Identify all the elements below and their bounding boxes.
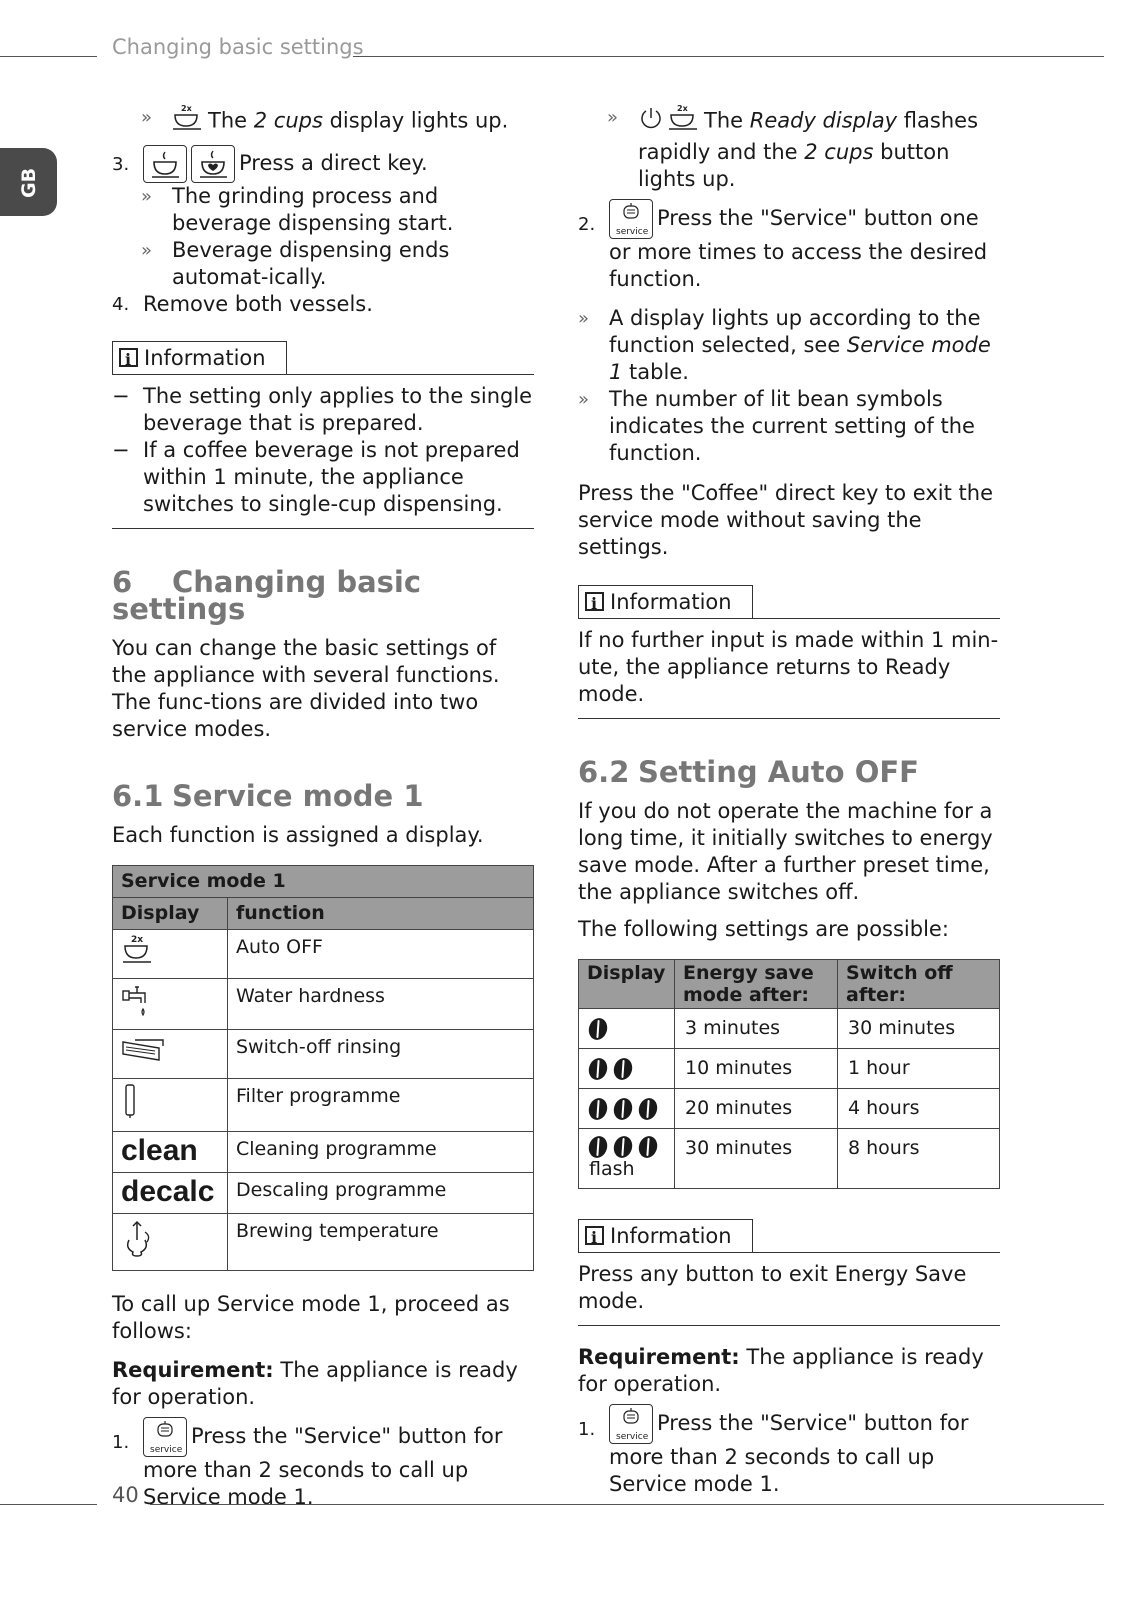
- bean-icon: [611, 1133, 635, 1159]
- step-3-result-2: [112, 237, 534, 291]
- energy-save-value: 20 minutes: [675, 1089, 838, 1129]
- arrow-marker: »: [141, 186, 153, 207]
- 2-cups-icon: [121, 935, 155, 971]
- table-row: [579, 1009, 1000, 1049]
- flash-label: flash: [589, 1157, 635, 1180]
- step-1-text: Press the "Service" button for more than 2 seconds to call up Service mode 1.: [609, 1411, 969, 1496]
- step-2-result-2-text: The number of lit bean symbols indicates the current setting of the function.: [609, 387, 975, 465]
- step-2-result-1-c: table.: [622, 360, 689, 384]
- service-function: Cleaning programme: [228, 1132, 534, 1173]
- header-rule-right: [353, 56, 1104, 57]
- auto-off-col-display: Display: [579, 960, 675, 1009]
- step-2-result-1-a: A display lights up according to the function selected, see: [609, 306, 981, 357]
- service-function: Switch-off rinsing: [228, 1030, 534, 1079]
- service-function: Descaling programme: [228, 1173, 534, 1214]
- bean-icon: [586, 1015, 610, 1041]
- step-3-number: 3.: [112, 154, 130, 175]
- information-box-2: [578, 585, 1000, 719]
- arrow-marker: »: [607, 107, 619, 128]
- auto-off-table: [578, 959, 1000, 1189]
- step-2-result-2: [578, 386, 1000, 467]
- dash-marker: −: [112, 438, 130, 462]
- section-6-2-title: Setting Auto OFF: [638, 755, 919, 789]
- bean-icon: [611, 1055, 635, 1081]
- section-6-2-text: If you do not operate the machine for a long time, it initially switches to energy save mode. After a further preset time, the appliance switches off.: [578, 799, 993, 904]
- switch-off-value: 1 hour: [838, 1049, 1000, 1089]
- info-icon: [585, 592, 604, 611]
- dash-marker: −: [112, 384, 130, 408]
- bean-icon: [586, 1133, 610, 1159]
- arrow-marker: »: [578, 389, 590, 410]
- section-6-2-number: 6.2: [578, 755, 630, 789]
- information-body: [112, 375, 534, 529]
- step-2-result-1: [578, 305, 1000, 386]
- power-icon: [638, 105, 664, 138]
- language-tab: [0, 148, 57, 216]
- service-function: Filter programme: [228, 1079, 534, 1132]
- svg-text:service: service: [616, 227, 649, 237]
- clean-display-word: clean: [121, 1134, 198, 1167]
- info-icon: [119, 348, 138, 367]
- service-table-title: Service mode 1: [113, 866, 534, 898]
- information-body: If no further input is made within 1 min-ute, the appliance returns to Ready mode.: [578, 619, 1000, 719]
- table-row: [113, 1079, 534, 1132]
- result-ready-flash: [578, 104, 1000, 193]
- step-2-right: [578, 199, 1000, 293]
- step-2-text: Press the "Service" button one or more times to access the desired function.: [609, 206, 988, 291]
- result-2cups-text-c: display lights up.: [322, 108, 509, 133]
- information-rule: [752, 618, 1000, 619]
- left-column: [112, 104, 534, 1511]
- information-title: Information: [144, 346, 266, 370]
- language-tab-label: GB: [18, 167, 40, 198]
- auto-off-col-energy: Energy save mode after:: [675, 960, 838, 1009]
- information-item: [112, 437, 534, 518]
- step-4: [112, 291, 534, 318]
- temperature-icon: [121, 1241, 157, 1263]
- auto-off-col-switch: Switch off after:: [838, 960, 1000, 1009]
- step-3-result-1-text: The grinding process and beverage dispensing start.: [172, 184, 454, 235]
- table-row: [579, 1049, 1000, 1089]
- section-6-1-text: Each function is assigned a display.: [112, 823, 484, 847]
- header-title: Changing basic settings: [112, 35, 364, 59]
- step-4-number: 4.: [112, 294, 130, 315]
- result-ready-e: button lights up.: [638, 140, 950, 191]
- svg-text:2x: 2x: [181, 104, 192, 113]
- result-2cups: [112, 104, 534, 139]
- table-row: [579, 1089, 1000, 1129]
- service-function: Auto OFF: [228, 930, 534, 979]
- service-function: Water hardness: [228, 979, 534, 1030]
- bean-icon: [636, 1095, 660, 1121]
- section-6-title: Changing basic settings: [112, 565, 422, 626]
- svg-text:service: service: [616, 1432, 649, 1442]
- arrow-marker: »: [141, 240, 153, 261]
- switch-off-value: 30 minutes: [838, 1009, 1000, 1049]
- section-6-number: 6: [112, 565, 133, 599]
- footer-rule-right: [150, 1504, 1104, 1505]
- information-box-3: [578, 1219, 1000, 1326]
- table-row: [113, 1030, 534, 1079]
- table-row: [113, 1173, 534, 1214]
- bean-icon: [586, 1095, 610, 1121]
- info-icon: [585, 1226, 604, 1245]
- 2-cups-icon: [668, 104, 700, 139]
- 2-cups-icon: [172, 104, 204, 139]
- filter-icon: [121, 1102, 141, 1124]
- result-ready-b: Ready display: [749, 108, 898, 133]
- bean-icon: [586, 1055, 610, 1081]
- information-heading: [578, 585, 753, 619]
- coffee-key-icon[interactable]: [143, 145, 187, 183]
- service-function: Brewing temperature: [228, 1214, 534, 1271]
- result-2cups-text-b: 2 cups: [253, 108, 323, 133]
- section-6-1-title: Service mode 1: [172, 779, 424, 813]
- step-1-text: Press the "Service" button for more than 2 seconds to call up Service mode 1.: [143, 1424, 503, 1509]
- information-heading: [578, 1219, 753, 1253]
- switch-off-value: 8 hours: [838, 1129, 1000, 1189]
- requirement-text: The appliance is ready for operation.: [112, 1358, 518, 1409]
- switch-off-value: 4 hours: [838, 1089, 1000, 1129]
- section-6-1-heading: [112, 779, 534, 813]
- step-1-left: [112, 1417, 534, 1511]
- result-2cups-text-a: The: [208, 108, 254, 133]
- section-6-1-number: 6.1: [112, 779, 164, 813]
- step-1-right: [578, 1404, 1000, 1498]
- step-2-number: 2.: [578, 214, 596, 235]
- service-key-icon[interactable]: [609, 199, 653, 239]
- information-item: [112, 383, 534, 437]
- energy-save-value: 30 minutes: [675, 1129, 838, 1189]
- section-6-2-text-2: The following settings are possible:: [578, 917, 949, 941]
- rinsing-tray-icon: [121, 1049, 165, 1071]
- result-ready-d: 2 cups: [804, 140, 874, 164]
- requirement-right: [578, 1344, 1000, 1398]
- step-1-number: 1.: [578, 1419, 596, 1440]
- information-rule: [752, 1252, 1000, 1253]
- decalc-display-word: decalc: [121, 1175, 215, 1208]
- information-heading: [112, 341, 287, 375]
- step-4-text: Remove both vessels.: [143, 292, 373, 316]
- arrow-marker: »: [578, 308, 590, 329]
- energy-save-value: 10 minutes: [675, 1049, 838, 1089]
- svg-text:service: service: [150, 1445, 183, 1455]
- information-body: Press any button to exit Energy Save mode.: [578, 1253, 1000, 1326]
- exit-text: Press the "Coffee" direct key to exit the service mode without saving the settings.: [578, 481, 993, 559]
- energy-save-value: 3 minutes: [675, 1009, 838, 1049]
- result-ready-c: flashes rapidly and the: [638, 108, 979, 164]
- arrow-marker: »: [141, 107, 153, 128]
- section-6-2-heading: [578, 755, 1000, 789]
- right-column: [578, 104, 1000, 1498]
- information-box-1: [112, 341, 534, 529]
- service-key-icon[interactable]: [609, 1404, 653, 1444]
- section-6-text: You can change the basic settings of the appliance with several functions. The func-tions are divided into two service modes.: [112, 636, 500, 741]
- bean-icon: [611, 1095, 635, 1121]
- requirement-label: Requirement:: [578, 1345, 740, 1369]
- step-3-text: Press a direct key.: [239, 151, 428, 175]
- call-up-text: To call up Service mode 1, proceed as follows:: [112, 1292, 510, 1343]
- header-rule-left: [0, 56, 97, 57]
- information-item-text: If a coffee beverage is not prepared within 1 minute, the appliance switches to single-cup dispensing.: [143, 438, 520, 516]
- table-row: [579, 1129, 1000, 1189]
- footer-rule-left: [0, 1504, 97, 1505]
- information-rule: [286, 374, 534, 375]
- information-title: Information: [610, 1224, 732, 1248]
- bean-icon: [636, 1133, 660, 1159]
- section-6-heading: [112, 565, 534, 626]
- service-mode-table: [112, 865, 534, 1271]
- information-item-text: The setting only applies to the single beverage that is prepared.: [143, 384, 533, 435]
- table-row: [113, 1214, 534, 1271]
- page-number: 40: [112, 1483, 139, 1507]
- requirement-left: [112, 1357, 534, 1411]
- requirement-label: Requirement:: [112, 1358, 274, 1382]
- service-key-icon[interactable]: [143, 1417, 187, 1457]
- table-row: [113, 1132, 534, 1173]
- information-title: Information: [610, 590, 732, 614]
- step-3: [112, 145, 534, 183]
- svg-text:2x: 2x: [131, 935, 144, 945]
- result-ready-a: The: [704, 108, 750, 133]
- table-row: [113, 979, 534, 1030]
- step-3-result-2-text: Beverage dispensing ends automat-ically.: [172, 238, 450, 289]
- cappuccino-key-icon[interactable]: [191, 145, 235, 183]
- step-3-result-1: [112, 183, 534, 237]
- water-tap-icon: [121, 1000, 155, 1022]
- service-table-col-display: Display: [113, 898, 228, 930]
- requirement-text: The appliance is ready for operation.: [578, 1345, 984, 1396]
- table-row: [113, 930, 534, 979]
- service-table-col-function: function: [228, 898, 534, 930]
- step-1-number: 1.: [112, 1432, 130, 1453]
- step-2-result-1-b: Service mode 1: [609, 333, 991, 384]
- svg-text:2x: 2x: [677, 104, 688, 113]
